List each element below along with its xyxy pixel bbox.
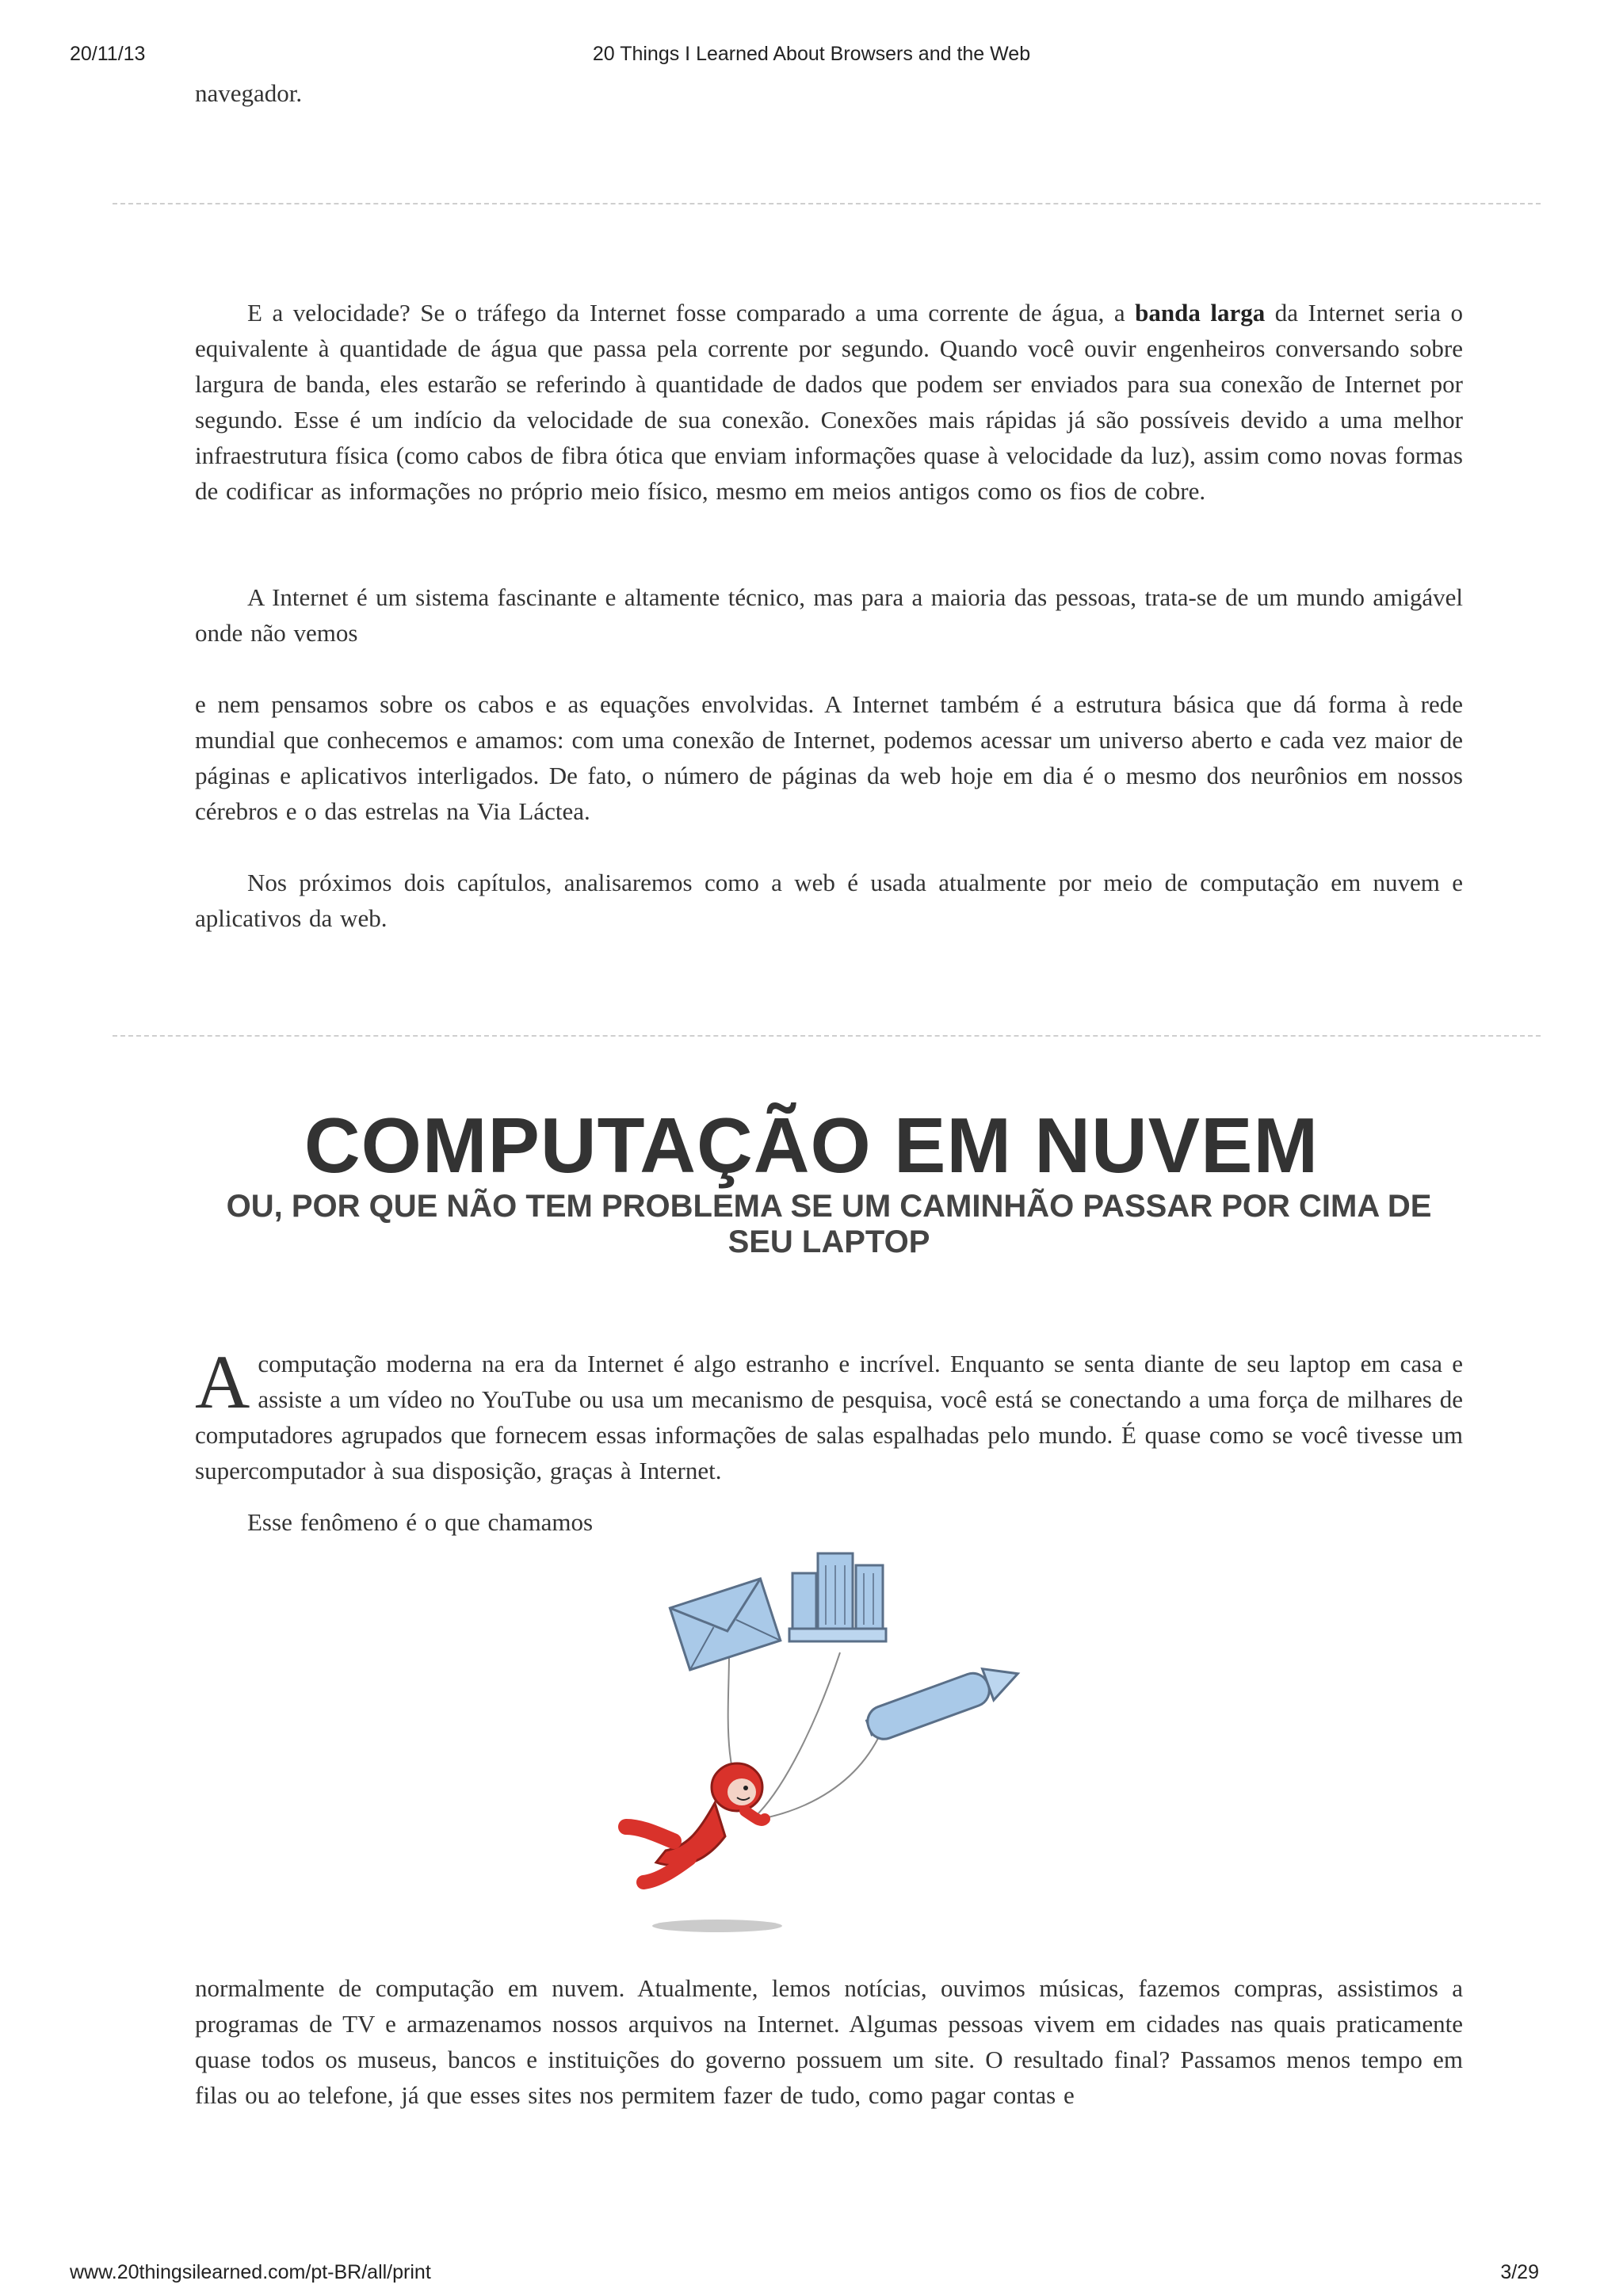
paragraph-cloud-usage: normalmente de computação em nuvem. Atualmente, lemos notícias, ouvimos músicas, fazemos compras, assistimos a programas de TV e armazenamos nossos arquivos na Internet. Algumas pessoas vivem em cidades nas quais praticamente quase todos os museus, bancos e instituições do governo possuem um site. O resultado final? Passamos menos tempo em filas ou ao telefone, já que esses sites nos permitem fazer de tudo, como pagar contas e [195,1974,1463,2109]
chapter-subtitle: OU, POR QUE NÃO TEM PROBLEMA SE UM CAMINHÃO PASSAR POR CIMA DE SEU LAPTOP [226,1189,1432,1259]
section-divider [113,1035,1541,1037]
print-header-date: 20/11/13 [70,43,146,65]
ground-shadow [652,1920,782,1932]
envelope-icon [670,1579,780,1670]
red-figure-icon [626,1763,765,1882]
term-banda-larga: banda larga [1135,299,1266,327]
paragraph-bandwidth-text-a: E a velocidade? Se o tráfego da Internet fosse comparado a uma corrente de água, a [247,299,1136,327]
pencil-icon [863,1658,1023,1744]
string-pencil [761,1716,888,1819]
string-building [757,1652,840,1815]
print-footer-page-number: 3/29 [1500,2261,1539,2283]
paragraph-cables-equations: e nem pensamos sobre os cabos e as equações envolvidas. A Internet também é a estrutura básica que dá forma à rede mundial que conhecemos e amamos: com uma conexão de Internet, podemos acessar um universo aberto e cada vez maior de páginas e aplicativos interligados. De fato, o número de páginas da web hoje em dia é o mesmo dos neurônios em nossos cérebros e o das estrelas na Via Láctea. [195,690,1463,825]
paragraph-bandwidth-text-b: da Internet seria o equivalente à quantidade de água que passa pela corrente por segundo. Quando você ouvir engenheiros conversando sobre largura de banda, eles estarão se referindo à quantidade de dados que podem ser enviados para sua conexão de Internet por segundo. Esse é um indício da velocidade de sua conexão. Conexões mais rápidas já são possíveis devido a uma melhor infraestrutura física (como cabos de fibra ótica que enviam informações quase à velocidade da luz), assim como novas formas de codificar as informações no próprio meio físico, mesmo em meios antigos como os fios de cobre. [195,299,1463,505]
chapter-title: COMPUTAÇÃO EM NUVEM [304,1102,1319,1189]
drop-cap: A [195,1339,250,1424]
paragraph-end-navegador: navegador. [195,79,303,107]
paragraph-bandwidth [195,295,1463,509]
paragraph-next-chapters: Nos próximos dois capítulos, analisaremos como a web é usada atualmente por meio de computação em nuvem e aplicativos da web. [195,869,1463,932]
print-header-title: 20 Things I Learned About Browsers and the Web [592,43,1031,65]
print-footer-url: www.20thingsilearned.com/pt-BR/all/print [70,2261,431,2283]
paragraph-modern-computing [195,1339,1463,1488]
paragraph-phenomenon: Esse fenômeno é o que chamamos [247,1508,594,1536]
paragraph-internet-system: A Internet é um sistema fascinante e altamente técnico, mas para a maioria das pessoas, trata-se de um mundo amigável onde não vemos [195,583,1463,647]
cloud-computing-illustration [610,1549,1054,1946]
section-divider [113,203,1541,204]
paragraph-modern-computing-text: computação moderna na era da Internet é algo estranho e incrível. Enquanto se senta diante de seu laptop em casa e assiste a um vídeo no YouTube ou usa um mecanismo de pesquisa, você está se conectando a uma força de milhares de computadores agrupados que fornecem essas informações de salas espalhadas pelo mundo. É quase como se você tivesse um supercomputador à sua disposição, graças à Internet. [195,1350,1463,1484]
buildings-icon [789,1553,886,1641]
